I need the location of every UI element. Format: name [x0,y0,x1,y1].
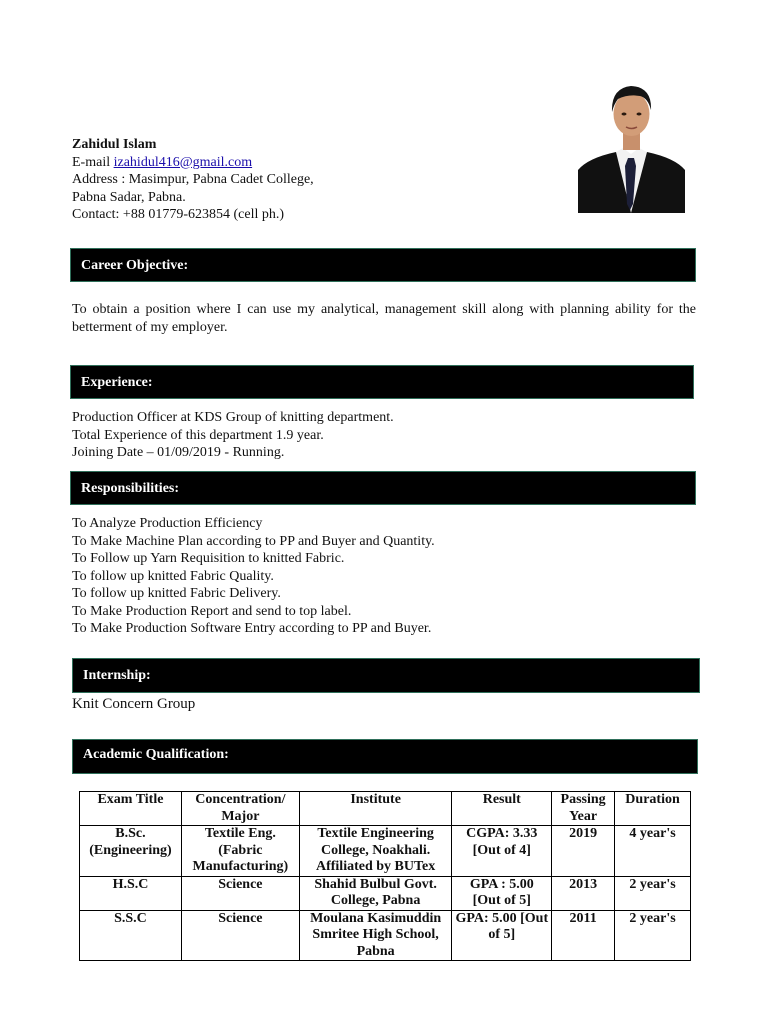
responsibility-item: To follow up knitted Fabric Quality. [72,568,274,584]
address-line-1: Address : Masimpur, Pabna Cadet College, [72,172,314,187]
table-row [80,826,691,877]
cell-result: CGPA: 3.33 [Out of 4] [452,826,552,877]
internship-heading: Internship: [72,658,700,693]
responsibility-item: To Make Production Software Entry according to PP and Buyer. [72,621,432,636]
table-row [80,910,691,961]
experience-line: Production Officer at KDS Group of knitting department. [72,410,394,425]
cell-institute: Shahid Bulbul Govt. College, Pabna [299,876,452,910]
cell-passing-year: 2011 [552,910,615,961]
experience-heading: Experience: [70,365,694,399]
responsibility-item: To Follow up Yarn Requisition to knitted Fabric. [72,551,345,566]
experience-list [72,409,696,462]
cell-exam-title: B.Sc. (Engineering) [80,826,182,877]
experience-line: Joining Date – 01/09/2019 - Running. [72,445,285,460]
responsibilities-heading: Responsibilities: [70,471,696,505]
experience-line: Total Experience of this department 1.9 year. [72,427,324,443]
cell-passing-year: 2019 [552,826,615,877]
academic-table [79,791,691,961]
email-link[interactable]: izahidul416@gmail.com [113,154,253,170]
applicant-name: Zahidul Islam [72,137,157,152]
header-exam-title: Exam Title [80,792,182,826]
career-objective-text: To obtain a position where I can use my analytical, management skill along with planning ability for the betterment of my employer. [72,302,696,335]
header-duration: Duration [615,792,691,826]
cell-institute: Textile Engineering College, Noakhali. Affiliated by BUTex [299,826,452,877]
responsibilities-list [72,515,696,638]
table-header-row [80,792,691,826]
career-objective-heading: Career Objective: [70,248,696,282]
header-result: Result [452,792,552,826]
cell-passing-year: 2013 [552,876,615,910]
header-passing-year: Passing Year [552,792,615,826]
cell-result: GPA: 5.00 [Out of 5] [452,910,552,961]
cell-result: GPA : 5.00 [Out of 5] [452,876,552,910]
header-institute: Institute [299,792,452,826]
address-line-2: Pabna Sadar, Pabna. [72,189,186,205]
header-concentration: Concentration/ Major [181,792,299,826]
responsibility-item: To Make Machine Plan according to PP and Buyer and Quantity. [72,533,435,549]
responsibility-item: To follow up knitted Fabric Delivery. [72,586,281,601]
cell-exam-title: S.S.C [80,910,182,961]
contact-block [72,136,314,224]
profile-photo-illustration [578,74,685,213]
contact-phone: Contact: +88 01779-623854 (cell ph.) [72,207,285,222]
table-row [80,876,691,910]
cell-exam-title: H.S.C [80,876,182,910]
cell-concentration: Textile Eng.(Fabric Manufacturing) [181,826,299,877]
responsibility-item: To Make Production Report and send to top label. [72,603,352,619]
email-label: E-mail [72,154,114,170]
cell-duration: 2 year's [615,876,691,910]
academic-heading: Academic Qualification: [72,739,698,774]
cell-duration: 2 year's [615,910,691,961]
profile-photo [578,74,685,213]
cell-concentration: Science [181,910,299,961]
cell-duration: 4 year's [615,826,691,877]
email-line [72,154,314,172]
cell-concentration: Science [181,876,299,910]
cell-institute: Moulana Kasimuddin Smritee High School, Pabna [299,910,452,961]
responsibility-item: To Analyze Production Efficiency [72,516,263,531]
internship-text: Knit Concern Group [72,696,196,712]
